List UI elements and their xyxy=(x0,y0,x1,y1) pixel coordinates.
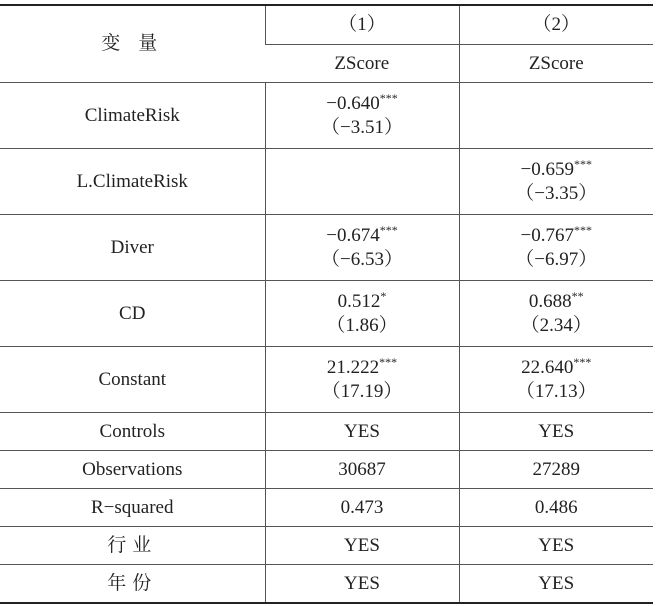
model-2-cell xyxy=(459,149,653,215)
t-statistic: （17.13） xyxy=(515,380,597,402)
t-statistic: （−3.35） xyxy=(515,182,598,204)
model-2-cell xyxy=(459,83,653,149)
model-1-cell: 30687 xyxy=(265,451,459,489)
model-1-cell: YES xyxy=(265,413,459,451)
dependent-variable-2: ZScore xyxy=(459,45,653,83)
model-2-cell xyxy=(459,215,653,281)
row-controls xyxy=(0,413,653,451)
dependent-variable-1: ZScore xyxy=(265,45,459,83)
model-1-cell: YES xyxy=(265,565,459,604)
model-1-cell xyxy=(265,83,459,149)
row-l-climaterisk xyxy=(0,149,653,215)
model-1-cell: 0.473 xyxy=(265,489,459,527)
model-1-cell xyxy=(265,215,459,281)
coefficient: 0.688** xyxy=(528,288,584,312)
model-1-header: （1） xyxy=(265,5,459,45)
coefficient: 21.222*** xyxy=(326,354,398,378)
t-statistic: （2.34） xyxy=(520,314,592,336)
model-1-cell xyxy=(265,281,459,347)
t-statistic: （−6.97） xyxy=(515,248,598,270)
model-2-cell: YES xyxy=(459,527,653,565)
model-2-cell xyxy=(459,281,653,347)
row-label: Observations xyxy=(0,451,265,489)
model-2-header: （2） xyxy=(459,5,653,45)
row-constant xyxy=(0,347,653,413)
t-statistic: （17.19） xyxy=(321,380,403,402)
t-statistic: （−6.53） xyxy=(321,248,403,270)
t-statistic: （1.86） xyxy=(326,314,398,336)
row-year xyxy=(0,565,653,604)
row-climaterisk xyxy=(0,83,653,149)
row-cd xyxy=(0,281,653,347)
model-2-cell xyxy=(459,347,653,413)
model-2-cell: YES xyxy=(459,565,653,604)
coefficient: −0.640*** xyxy=(326,90,398,114)
row-label: 行业 xyxy=(0,527,265,565)
coefficient: −0.767*** xyxy=(520,222,592,246)
coefficient: −0.674*** xyxy=(326,222,398,246)
row-label: ClimateRisk xyxy=(0,83,265,149)
significance-stars: *** xyxy=(573,354,592,369)
row-label: L.ClimateRisk xyxy=(0,149,265,215)
variable-header: 变 量 xyxy=(0,5,265,83)
row-label: CD xyxy=(0,281,265,347)
row-label: R−squared xyxy=(0,489,265,527)
model-1-cell xyxy=(265,347,459,413)
row-label: Constant xyxy=(0,347,265,413)
row-r-squared xyxy=(0,489,653,527)
significance-stars: *** xyxy=(573,222,592,237)
model-2-cell: 27289 xyxy=(459,451,653,489)
model-1-cell: YES xyxy=(265,527,459,565)
coefficient: 0.512* xyxy=(337,288,387,312)
model-2-cell: 0.486 xyxy=(459,489,653,527)
significance-stars: *** xyxy=(573,156,592,171)
row-industry xyxy=(0,527,653,565)
row-diver xyxy=(0,215,653,281)
row-label: Diver xyxy=(0,215,265,281)
significance-stars: * xyxy=(380,288,387,303)
header-row-model-numbers xyxy=(0,5,653,45)
regression-table xyxy=(0,4,653,604)
significance-stars: ** xyxy=(571,288,584,303)
row-label: 年份 xyxy=(0,565,265,604)
significance-stars: *** xyxy=(379,90,398,105)
row-label: Controls xyxy=(0,413,265,451)
model-2-cell: YES xyxy=(459,413,653,451)
t-statistic: （−3.51） xyxy=(321,116,403,138)
coefficient: −0.659*** xyxy=(520,156,592,180)
row-observations xyxy=(0,451,653,489)
significance-stars: *** xyxy=(379,354,398,369)
coefficient: 22.640*** xyxy=(521,354,592,378)
model-1-cell xyxy=(265,149,459,215)
significance-stars: *** xyxy=(379,222,398,237)
